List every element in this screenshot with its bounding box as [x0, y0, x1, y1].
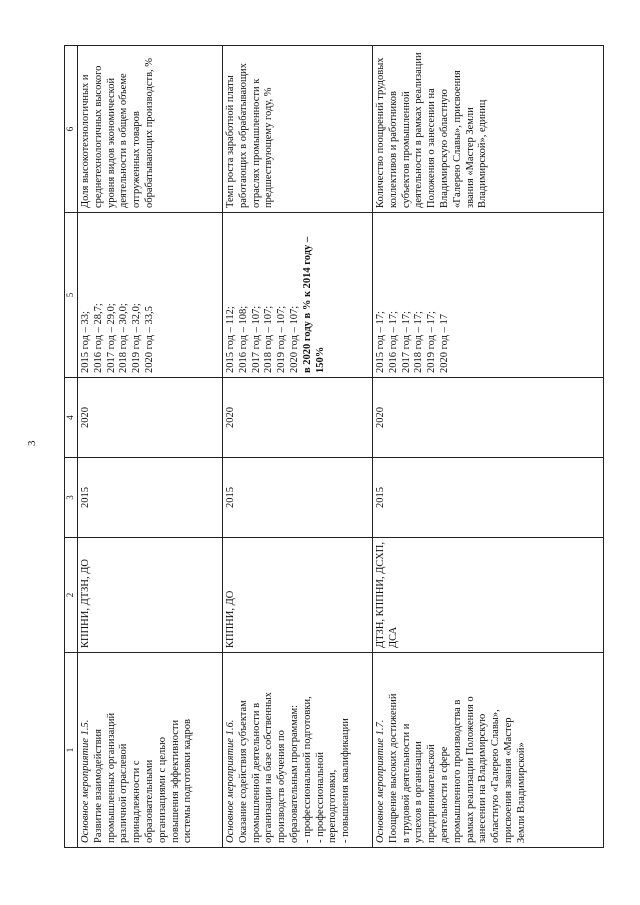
- header-cell: 2: [65, 538, 78, 653]
- start-year-cell: 2015: [373, 458, 604, 538]
- page-number: 3: [26, 440, 38, 446]
- activity-line: - повышения квалификации: [340, 718, 352, 843]
- activity-line: деятельности в сфере: [438, 746, 450, 843]
- target-line: 2015 год – 33;: [80, 311, 91, 373]
- activity-line: Поощрение высоких достижений: [387, 693, 399, 843]
- target-line: 2017 год – 29,0;: [105, 303, 117, 373]
- table-row: [373, 46, 604, 848]
- activity-title: Основное мероприятие 1.7.: [375, 719, 386, 843]
- header-cell: 3: [65, 458, 78, 538]
- target-line: 2017 год – 17;: [400, 311, 412, 373]
- indicator-cell: Темп роста заработной платы работающих в обрабатывающих отраслях промышленности к предшествующему году, %: [223, 46, 373, 213]
- end-year-cell: 2020: [78, 378, 223, 458]
- rotated-table-container: [64, 46, 604, 848]
- header-cell: 1: [65, 653, 78, 848]
- target-line: 2016 год – 28,7;: [92, 303, 104, 373]
- activity-line: присвоения звания «Мастер: [502, 717, 514, 843]
- target-line: 2016 год – 17;: [387, 311, 399, 373]
- target-line: 2020 год – 17: [438, 314, 450, 373]
- activity-line: занесении на Владимирскую: [477, 713, 489, 843]
- target-line: 2018 год – 107;: [263, 305, 275, 373]
- activity-title: Основное мероприятие 1.6.: [225, 719, 236, 843]
- activity-title: Основное мероприятие 1.5.: [80, 719, 91, 843]
- header-cell: 6: [65, 46, 78, 213]
- activity-line: повышения эффективности: [169, 719, 181, 843]
- activity-line: рамках реализации Положения о: [464, 696, 476, 843]
- header-row: [65, 46, 78, 848]
- target-line: 2020 год – 33,5: [143, 306, 155, 373]
- executor-cell: ДТЗН, КППНИ, ДСХП, ДСА: [373, 538, 604, 653]
- activity-line: - профессиональной: [314, 751, 326, 843]
- targets-cell: [373, 213, 604, 378]
- targets-cell: [223, 213, 373, 378]
- activity-line: производств обучения по: [276, 730, 288, 843]
- start-year-cell: 2015: [223, 458, 373, 538]
- activity-line: Развитие взаимодействия: [92, 729, 104, 843]
- target-line: 2019 год – 17;: [426, 311, 438, 373]
- activity-line: Земли Владимирской»: [515, 742, 527, 843]
- executor-cell: КППНИ, ДО: [223, 538, 373, 653]
- target-line: 2017 год – 107;: [250, 305, 262, 373]
- target-summary: в 2020 году в % к 2014 году – 150%: [301, 236, 326, 373]
- end-year-cell: 2020: [373, 378, 604, 458]
- activity-line: промышленной деятельности в: [250, 702, 262, 843]
- target-line: 2016 год – 108;: [237, 305, 249, 373]
- target-line: 2015 год – 17;: [375, 311, 386, 373]
- activity-line: областную «Галерею Славы»,: [490, 709, 502, 843]
- activity-line: предпринимательской: [426, 744, 438, 843]
- target-line: 2020 год – 107;: [288, 305, 300, 373]
- indicator-cell: Доля высокотехнологичных и среднетехнологичных высокого уровня видов экономической деятельности в общем объеме отгруженных товаров обрабатывающих производств, %: [78, 46, 223, 213]
- activity-line: - профессиональной подготовки,: [301, 696, 313, 843]
- table-row: [78, 46, 223, 848]
- activity-line: организации на базе собственных: [263, 692, 275, 843]
- activity-line: образовательным программам:: [288, 704, 300, 843]
- targets-cell: [78, 213, 223, 378]
- target-line: 2018 год – 30,0;: [118, 303, 130, 373]
- activity-line: организациями с целью: [156, 737, 168, 843]
- target-line: 2019 год – 32,0;: [131, 303, 143, 373]
- start-year-cell: 2015: [78, 458, 223, 538]
- header-cell: 5: [65, 213, 78, 378]
- activity-line: Оказание содействия субъектам: [237, 700, 249, 843]
- activity-cell: [373, 653, 604, 848]
- table-row: [223, 46, 373, 848]
- activity-cell: [78, 653, 223, 848]
- activity-line: различной отраслевой: [118, 743, 130, 843]
- target-line: 2015 год – 112;: [225, 306, 236, 373]
- activity-line: принадлежности с: [131, 760, 143, 843]
- target-line: 2019 год – 107;: [276, 305, 288, 373]
- activity-line: успехов в организации: [413, 741, 425, 843]
- indicator-cell: Количество поощрений трудовых коллективов и работников субъектов промышленной деятельности в рамках реализации Положения о занесении на Владимирскую областную «Галерею Славы», присвоения звания «Мастер Земли Владимирской», единиц: [373, 46, 604, 213]
- activity-cell: [223, 653, 373, 848]
- activity-line: промышленного производства в: [451, 699, 463, 843]
- activity-line: системы подготовки кадров: [182, 719, 194, 843]
- activity-line: в трудовой деятельности и: [400, 723, 412, 843]
- end-year-cell: 2020: [223, 378, 373, 458]
- activity-line: образовательными: [143, 759, 155, 843]
- executor-cell: КППНИ, ДТЗН, ДО: [78, 538, 223, 653]
- target-line: 2018 год – 17;: [413, 311, 425, 373]
- activity-line: переподготовки,: [327, 769, 339, 843]
- activity-line: промышленных организаций: [105, 712, 117, 843]
- activities-table: [64, 45, 604, 848]
- header-cell: 4: [65, 378, 78, 458]
